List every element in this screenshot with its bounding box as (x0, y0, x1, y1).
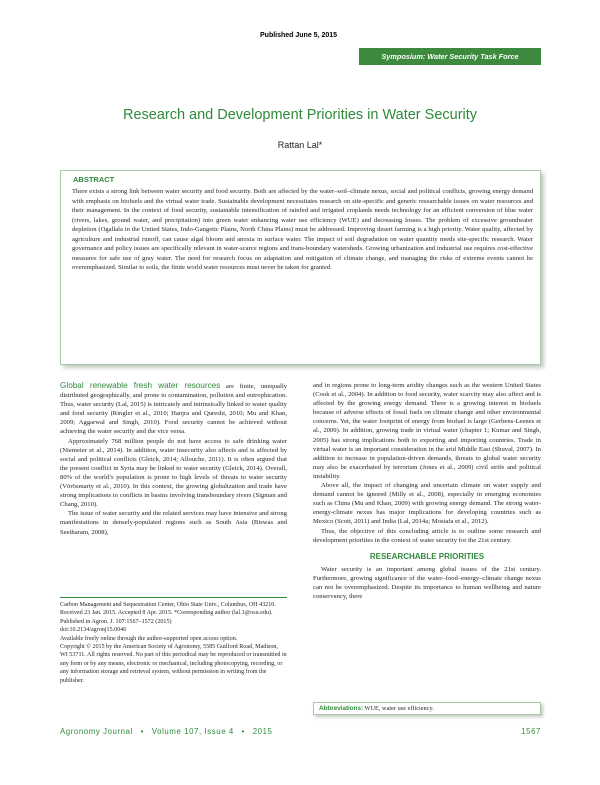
footnote-doi: doi:10.2134/agronj15.0046 (60, 627, 127, 634)
abbreviations-text: WUE, water use efficiency. (363, 705, 434, 712)
article-author: Rattan Lal* (277, 140, 323, 150)
footer-year: 2015 (252, 727, 273, 736)
footer-page-number: 1567 (521, 727, 541, 736)
right-paragraph-2: Above all, the impact of changing and uncertain climate on water supply and demand cannot be ignored (Milly et al., 2008), especially in emerging economies such as China (Mu and Khan, 2009) with growing energy demand. The strong water-energy-climate nexus has major implications for developing countries such as Mexico (Scott, 2011) and India (Lal, 2014a; Mostafa et al., 2012). (313, 482, 541, 526)
published-date: Published June 5, 2015 (260, 32, 338, 39)
footnote-access: Available freely online through the author-supported open access option. (60, 635, 238, 642)
footnote-copyright: Copyright © 2015 by the American Society of Agronomy, 5585 Guilford Road, Madison, WI 53711. All rights reserved. No part of this periodical may be reproduced or transmitted in any form or by any means, electronic or mechanical, including photocopying, recording, or any information storage and retrieval system, without permission in writing from the publisher. (60, 644, 287, 684)
footnote-published-in: Published in Agron. J. 107:1567–1572 (2015) (60, 618, 172, 625)
footnotes (60, 601, 287, 685)
abstract-heading: ABSTRACT (73, 175, 115, 184)
right-paragraph-3: Thus, the objective of this concluding article is to outline some research and development priorities in the context of water security for the 21st century. (313, 527, 541, 544)
left-column (60, 381, 287, 537)
right-paragraph-4: Water security is an important among global issues of the 21st century. Furthermore, growing significance of the water–food–energy–climate change nexus can not be overemphasized. Despite its importance to human wellbeing and nature conservancy, there (313, 565, 541, 601)
left-paragraph-3: The issue of water security and the related services may have intensive and strong manifestations in densely-populated regions such as South Asia (Biswas and Seetharam, 2008), (60, 510, 287, 536)
page-footer (60, 727, 541, 736)
footnote-affiliation: Carbon Management and Sequestration Center, Ohio State Univ., Columbus, OH 43210. Received 23 Jan. 2015. Accepted 8 Apr. 2015. *Corresponding author (lal.1@osu.edu). (60, 602, 276, 617)
lead-phrase: Global renewable fresh water resources (60, 381, 221, 390)
footer-bullet: • (140, 727, 144, 736)
footnote-divider (60, 597, 287, 598)
left-paragraph-1-text: are finite, unequally distributed geographically, and prone to contamination, pollution and eutrophication. Thus, water security (Lal, 2015) is intricately and intrinsically linked to water quality and food security (Ringler et al., 2010; Hanjra and Qureshi, 2010; Mu and Khan, 2009; Aggarwal and Singh, 2010). Food security cannot be achieved without achieving the water security and the vice versa. (60, 383, 288, 436)
abbreviations-label: Abbreviations: (319, 705, 364, 712)
left-paragraph-1 (60, 381, 287, 437)
footer-bullet: • (241, 727, 245, 736)
abstract-text: There exists a strong link between water security and food security. Both are affected by the water–soil–climate nexus, social and political conflicts, growing energy demand with emphasis on biofuels and the virtual water trade. Sustainable development necessitates research on site-specific and generic researchable issues on water resources and their management. In the context of food security, sustainable intensification of rainfed and irrigated croplands needs technology for an efficient conversion of blue water (rivers, lakes, ground water, and precipitation) into green water enhancing water use efficiency (WUE) and decreasing losses. The problem of excessive groundwater depletion (Ogallala in the United States, Indo-Gangetic Plains, North China Plains) must be addressed. Improving desert farming is a high priority. Water quality, affected by agriculture and industrial runoff, can cause algal bloom and anoxia in surface water. The impact of soil degradation on water quantity needs site-specific research. Water governance and policy issues are specifically relevant in water-scarce regions and trans-boundary watersheds. Growing urbanization and industrial use requires cost-effective measures for safe use of gray water. The need for research focus on adaptation and mitigation of climate change, and managing the risks of extreme events cannot be overemphasized. Similar to soils, the finite world water resources must never be taken for granted. (72, 188, 533, 271)
section-heading: RESEARCHABLE PRIORITIES (369, 551, 485, 561)
symposium-banner: Symposium: Water Security Task Force (359, 48, 541, 65)
right-column (313, 381, 541, 601)
footer-volume: Volume 107, Issue 4 (151, 727, 234, 736)
right-paragraph-1: and in regions prone to long-term aridity changes such as the western United States (Cook et al., 2004). In addition to food security, water scarcity may also affect and is affected by the growing energy demand. There is a growing interest in biofuels because of adverse effects of fossil fuels on climate change and other environmental concerns. Yet, the water footprint of energy from biofuel is large (Gerbens-Leenes et al., 2009). In addition, growing trade in virtual water (chapter 1; Kumar and Singh, 2005) has strong implications both to exporting and importing countries. Trade in virtual water is an important consideration in the arid Middle East (Shuval, 2007). In addition to increase in population-driven demands, threats to global water security may also be exacerbated by terrorism (Jones et al., 2009) civil strife and political instability. (313, 382, 541, 480)
abstract-box (60, 170, 541, 365)
abbreviations-box (313, 702, 541, 715)
article-title: Research and Development Priorities in Water Security (122, 107, 478, 123)
left-paragraph-2: Approximately 768 million people do not have access to safe drinking water (Niemeier et al., 2014). In addition, water insecurity also affects and is affected by social and political conflicts (Gleick, 2014; Allouche, 2011). It is often argued that the present conflict in Syria may be linked to water security (Gleick, 2014). Overall, 80% of the world’s population is prone to high levels of threats to water security (Vörösmarty et al., 2010). In this context, the growing globalization and trade have strong implications to conflicts in basins involving transboundary rivers (Sigman and Chang, 2010). (60, 437, 287, 509)
footer-citation (60, 727, 273, 736)
footer-journal: Agronomy Journal (60, 727, 133, 736)
